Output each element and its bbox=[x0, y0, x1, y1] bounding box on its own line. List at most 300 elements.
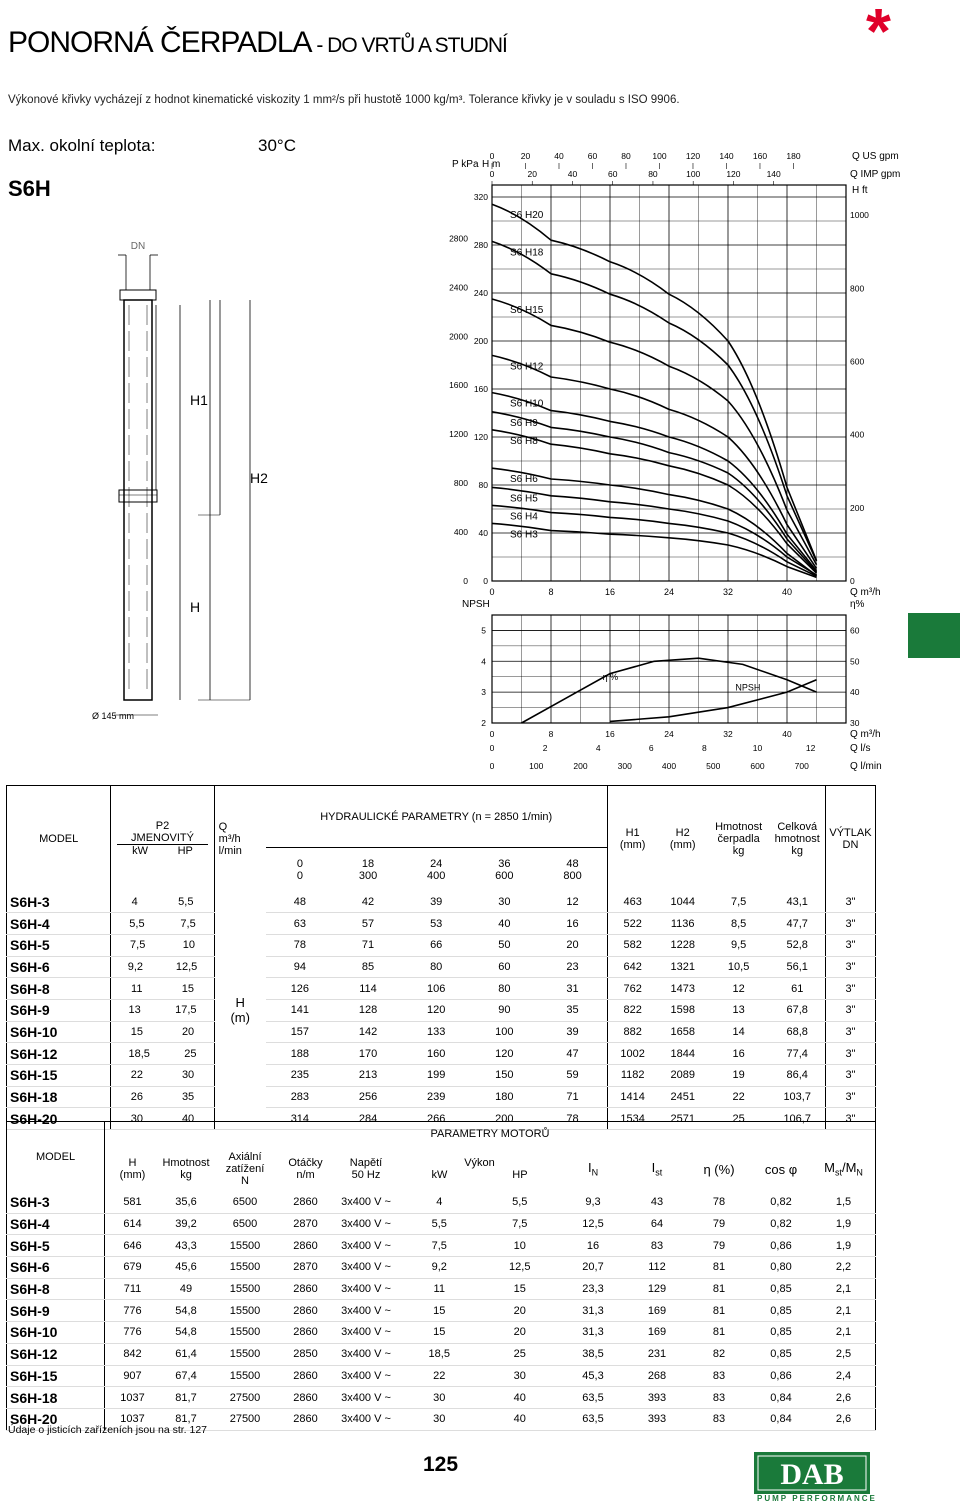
motor-model-cell: S6H-9 bbox=[7, 1300, 105, 1322]
left-kpa-tick: 2800 bbox=[449, 233, 468, 244]
title-sub: - DO VRTŮ A STUDNÍ bbox=[311, 34, 507, 57]
x-tick-label: 16 bbox=[604, 587, 616, 597]
head-value: 126 bbox=[266, 978, 334, 1000]
top-us-tick: 80 bbox=[621, 151, 631, 161]
p2-header bbox=[111, 786, 214, 892]
h-unit-cell bbox=[214, 892, 266, 1130]
x-tick-label: 8 bbox=[548, 587, 554, 597]
weight-pump-header bbox=[708, 786, 770, 892]
npsh-curve-label: NPSH bbox=[735, 682, 761, 693]
axial-header bbox=[212, 1146, 278, 1192]
head-value: 284 bbox=[334, 1108, 402, 1130]
motor-h-value: 1037 bbox=[105, 1387, 161, 1409]
p2-label: P2 bbox=[155, 820, 170, 833]
model-cell: S6H-5 bbox=[7, 934, 111, 956]
in-label: I bbox=[587, 1160, 592, 1176]
motor-model-cell: S6H-5 bbox=[7, 1235, 105, 1257]
top-imp-tick: 120 bbox=[726, 169, 741, 179]
voltage-value: 3x400 V ~ bbox=[333, 1300, 399, 1322]
outlet-value: 3" bbox=[825, 892, 875, 913]
model-header: MODEL bbox=[7, 786, 111, 892]
power-kw-value: 15 bbox=[399, 1322, 480, 1344]
in-value: 63,5 bbox=[560, 1387, 626, 1409]
table-row bbox=[7, 999, 876, 1021]
in-value: 23,3 bbox=[560, 1278, 626, 1300]
q-label: Q bbox=[218, 820, 228, 833]
h-label: H bbox=[190, 599, 201, 615]
outlet-value: 3" bbox=[825, 1108, 875, 1130]
head-value: 39 bbox=[538, 1021, 607, 1043]
eta-value: 81 bbox=[688, 1257, 750, 1279]
table-row bbox=[7, 1086, 876, 1108]
voltage-value: 3x400 V ~ bbox=[333, 1278, 399, 1300]
weight-pump-value: 13 bbox=[708, 999, 770, 1021]
head-value: 60 bbox=[470, 956, 538, 978]
left-m-tick: 160 bbox=[473, 384, 488, 394]
h1-value: 822 bbox=[607, 999, 658, 1021]
top-imp-tick: 100 bbox=[686, 169, 701, 179]
head-value: 256 bbox=[334, 1086, 402, 1108]
table-row bbox=[7, 1365, 876, 1387]
flow-col-1 bbox=[266, 848, 334, 892]
flow-col-3 bbox=[402, 848, 470, 892]
weight-total-value: 67,8 bbox=[770, 999, 826, 1021]
table-row bbox=[7, 1278, 876, 1300]
head-value: 114 bbox=[334, 978, 402, 1000]
motor-model-cell: S6H-10 bbox=[7, 1322, 105, 1344]
top-us-tick: 120 bbox=[685, 151, 701, 161]
mst-value: 2,1 bbox=[812, 1300, 876, 1322]
speed-value: 2870 bbox=[278, 1213, 333, 1235]
kw-value: 5,5 bbox=[129, 917, 145, 930]
q-m3h-tick: 0 bbox=[489, 729, 495, 739]
npsh-chart-labels bbox=[462, 599, 882, 772]
curve-label: S6 H8 bbox=[510, 435, 538, 447]
weight-total-header bbox=[770, 786, 826, 892]
voltage-value: 3x400 V ~ bbox=[333, 1235, 399, 1257]
head-value: 63 bbox=[266, 913, 334, 935]
q-ls-tick: 2 bbox=[542, 743, 548, 753]
curve-label: S6 H3 bbox=[510, 529, 538, 541]
eta-axis-label: η% bbox=[850, 599, 865, 610]
kw-value: 26 bbox=[130, 1091, 144, 1104]
eta-tick: 50 bbox=[850, 656, 860, 667]
top-imp-tick: 20 bbox=[527, 169, 537, 179]
model-cell: S6H-3 bbox=[7, 892, 111, 913]
right-ft-tick: 400 bbox=[850, 429, 865, 440]
head-value: 80 bbox=[470, 978, 538, 1000]
top-us-label: Q US gpm bbox=[852, 151, 899, 162]
top-imp-tick: 0 bbox=[489, 169, 495, 179]
npsh-tick: 2 bbox=[481, 718, 486, 728]
x-axis-label: Q m³/h bbox=[850, 587, 881, 598]
outlet-value: 3" bbox=[825, 956, 875, 978]
q-lmin-tick: 500 bbox=[706, 761, 721, 771]
in-value: 38,5 bbox=[560, 1343, 626, 1365]
power-label: Výkon bbox=[464, 1157, 495, 1169]
eta-value: 81 bbox=[688, 1300, 750, 1322]
q-m3h-tick: 16 bbox=[605, 729, 615, 739]
motor-model-cell: S6H-3 bbox=[7, 1192, 105, 1213]
in-value: 31,3 bbox=[560, 1300, 626, 1322]
q-m3h-label: Q m³/h bbox=[850, 729, 881, 740]
power-kw-value: 11 bbox=[399, 1278, 480, 1300]
voltage-value: 3x400 V ~ bbox=[333, 1192, 399, 1213]
head-value: 160 bbox=[402, 1043, 470, 1065]
ist-value: 393 bbox=[626, 1387, 688, 1409]
table-row bbox=[7, 1021, 876, 1043]
top-imp-label: Q IMP gpm bbox=[850, 169, 901, 180]
head-value: 71 bbox=[334, 934, 402, 956]
motor-model-cell: S6H-20 bbox=[7, 1408, 105, 1430]
ist-value: 129 bbox=[626, 1278, 688, 1300]
power-kw-value: 7,5 bbox=[399, 1235, 480, 1257]
table-row bbox=[7, 1043, 876, 1065]
left-m-tick: 240 bbox=[473, 288, 488, 298]
in-value: 12,5 bbox=[560, 1213, 626, 1235]
left-m-tick: 120 bbox=[473, 432, 488, 442]
kw-value: 30 bbox=[130, 1112, 144, 1125]
h2-header bbox=[658, 786, 708, 892]
weight-pump-label: Hmotnost čerpadla bbox=[715, 820, 763, 845]
motor-h-value: 907 bbox=[105, 1365, 161, 1387]
curve-label: S6 H20 bbox=[510, 210, 544, 222]
mst-value: 2,6 bbox=[812, 1387, 876, 1409]
h1-header bbox=[607, 786, 658, 892]
curve-label: S6 H5 bbox=[510, 493, 538, 505]
q-m3h-tick: 24 bbox=[664, 729, 674, 739]
voltage-value: 3x400 V ~ bbox=[333, 1257, 399, 1279]
head-value: 120 bbox=[402, 999, 470, 1021]
npsh-chart-grid bbox=[492, 615, 846, 723]
motor-h-label: H bbox=[128, 1157, 137, 1169]
top-imp-tick: 140 bbox=[766, 169, 781, 179]
head-value: 90 bbox=[470, 999, 538, 1021]
kw-value: 7,5 bbox=[130, 939, 146, 952]
npsh-tick: 3 bbox=[481, 687, 486, 698]
table-row bbox=[7, 956, 876, 978]
outlet-value: 3" bbox=[825, 1086, 875, 1108]
title-main: PONORNÁ ČERPADLA bbox=[8, 26, 312, 59]
section-marker bbox=[908, 613, 960, 658]
motor-table-body bbox=[7, 1192, 876, 1430]
motor-model-cell: S6H-4 bbox=[7, 1213, 105, 1235]
weight-pump-value: 25 bbox=[708, 1108, 770, 1130]
h-unit-value: (m) bbox=[230, 1010, 250, 1026]
power-hp-value: 40 bbox=[480, 1408, 561, 1430]
h1-col-label: H1 bbox=[625, 826, 640, 839]
power-hp-value: 20 bbox=[480, 1300, 561, 1322]
weight-pump-value: 19 bbox=[708, 1065, 770, 1087]
eta-value: 83 bbox=[688, 1387, 750, 1409]
hydraulic-table bbox=[6, 785, 876, 1130]
head-value: 141 bbox=[266, 999, 334, 1021]
speed-value: 2870 bbox=[278, 1257, 333, 1279]
motor-model-cell: S6H-6 bbox=[7, 1257, 105, 1279]
motor-h-value: 776 bbox=[105, 1322, 161, 1344]
outlet-value: 3" bbox=[825, 913, 875, 935]
power-hp-value: 5,5 bbox=[480, 1192, 561, 1213]
mst-value: 2,2 bbox=[812, 1257, 876, 1279]
voltage-value: 3x400 V ~ bbox=[333, 1213, 399, 1235]
eta-tick: 40 bbox=[850, 687, 860, 698]
table-row bbox=[7, 1343, 876, 1365]
q-ls-tick: 10 bbox=[752, 743, 763, 753]
motor-weight-value: 35,6 bbox=[160, 1192, 212, 1213]
power-kw-unit: kW bbox=[431, 1169, 448, 1181]
speed-value: 2860 bbox=[278, 1408, 333, 1430]
h2-label: H2 bbox=[250, 470, 268, 486]
weight-pump-value: 22 bbox=[708, 1086, 770, 1108]
head-value: 213 bbox=[334, 1065, 402, 1087]
axial-value: 27500 bbox=[212, 1387, 278, 1409]
curve-label: S6 H6 bbox=[510, 474, 538, 486]
motor-weight-value: 81,7 bbox=[160, 1387, 212, 1409]
table-row bbox=[7, 1322, 876, 1344]
eta-value: 81 bbox=[688, 1322, 750, 1344]
flow-lmin: 0 bbox=[296, 869, 303, 882]
eta-value: 79 bbox=[688, 1235, 750, 1257]
hp-value: 15 bbox=[181, 982, 194, 995]
weight-pump-value: 12 bbox=[708, 978, 770, 1000]
flow-col-5 bbox=[538, 848, 607, 892]
ist-value: 112 bbox=[626, 1257, 688, 1279]
ist-value: 43 bbox=[626, 1192, 688, 1213]
weight-total-value: 86,4 bbox=[770, 1065, 826, 1087]
motor-weight-value: 81,7 bbox=[160, 1408, 212, 1430]
head-value: 142 bbox=[334, 1021, 402, 1043]
q-m3h-unit: m³/h bbox=[218, 832, 241, 845]
table-row bbox=[7, 1192, 876, 1213]
power-hp-value: 15 bbox=[480, 1278, 561, 1300]
power-hp-value: 30 bbox=[480, 1365, 561, 1387]
h1-value: 1002 bbox=[607, 1043, 658, 1065]
power-kw-value: 4 bbox=[399, 1192, 480, 1213]
speed-unit: n/m bbox=[296, 1169, 315, 1181]
x-tick-label: 40 bbox=[781, 587, 793, 597]
q-lmin-unit: l/min bbox=[218, 844, 242, 857]
top-us-tick: 160 bbox=[752, 151, 768, 161]
weight-total-value: 47,7 bbox=[770, 913, 826, 935]
speed-value: 2860 bbox=[278, 1278, 333, 1300]
right-ft-tick: 200 bbox=[850, 502, 865, 513]
motor-weight-value: 49 bbox=[160, 1278, 212, 1300]
q-ls-tick: 8 bbox=[702, 743, 707, 753]
table-row bbox=[7, 978, 876, 1000]
flow-lmin: 800 bbox=[563, 869, 582, 882]
eta-value: 79 bbox=[688, 1213, 750, 1235]
right-ft-tick: 800 bbox=[850, 283, 865, 294]
h1-value: 882 bbox=[607, 1021, 658, 1043]
top-us-tick: 180 bbox=[786, 151, 801, 161]
q-ls-tick: 12 bbox=[805, 743, 816, 753]
flow-lmin: 400 bbox=[427, 869, 446, 882]
in-value: 9,3 bbox=[560, 1192, 626, 1213]
voltage-label: Napětí bbox=[349, 1157, 383, 1169]
q-m3h-tick: 8 bbox=[548, 729, 554, 739]
q-ls-tick: 4 bbox=[595, 743, 601, 753]
power-hp-value: 12,5 bbox=[480, 1257, 561, 1279]
flow-m3h: 48 bbox=[566, 857, 579, 870]
speed-value: 2860 bbox=[278, 1387, 333, 1409]
weight-pump-value: 14 bbox=[708, 1021, 770, 1043]
head-value: 71 bbox=[538, 1086, 607, 1108]
model-cell: S6H-15 bbox=[7, 1065, 111, 1087]
ist-value: 268 bbox=[626, 1365, 688, 1387]
weight-pump-unit: kg bbox=[732, 844, 745, 857]
h2-unit: (mm) bbox=[669, 838, 696, 851]
voltage-value: 3x400 V ~ bbox=[333, 1365, 399, 1387]
table-row bbox=[7, 1300, 876, 1322]
weight-total-value: 43,1 bbox=[770, 892, 826, 913]
p2-cell bbox=[111, 892, 214, 913]
x-tick-label: 0 bbox=[489, 587, 495, 597]
voltage-unit: 50 Hz bbox=[351, 1169, 381, 1181]
hp-value: 40 bbox=[181, 1112, 195, 1125]
right-ft-label: H ft bbox=[852, 185, 868, 196]
weight-total-value: 77,4 bbox=[770, 1043, 826, 1065]
head-value: 66 bbox=[402, 934, 470, 956]
power-kw-value: 9,2 bbox=[399, 1257, 480, 1279]
eta-value: 81 bbox=[688, 1278, 750, 1300]
curve-label: S6 H10 bbox=[510, 398, 544, 410]
head-value: 30 bbox=[470, 892, 538, 913]
motor-h-value: 679 bbox=[105, 1257, 161, 1279]
p2-cell bbox=[111, 934, 214, 956]
motor-model-cell: S6H-18 bbox=[7, 1387, 105, 1409]
head-value: 170 bbox=[334, 1043, 402, 1065]
footnote: Údaje o jisticích zařízeních jsou na str. 127 bbox=[8, 1424, 208, 1436]
cos-value: 0,84 bbox=[750, 1408, 812, 1430]
h-unit-label: H bbox=[235, 995, 245, 1011]
motor-weight-value: 54,8 bbox=[160, 1322, 212, 1344]
motor-h-value: 614 bbox=[105, 1213, 161, 1235]
q-lmin-tick: 400 bbox=[661, 761, 677, 771]
left-kpa-tick: 800 bbox=[453, 478, 468, 489]
weight-total-value: 106,7 bbox=[770, 1108, 826, 1130]
weight-total-value: 68,8 bbox=[770, 1021, 826, 1043]
x-tick-label: 32 bbox=[722, 587, 734, 597]
weight-pump-value: 8,5 bbox=[708, 913, 770, 935]
performance-chart bbox=[440, 145, 901, 775]
asterisk-mark: * bbox=[866, 0, 891, 67]
ist-value: 393 bbox=[626, 1408, 688, 1430]
motor-h-value: 646 bbox=[105, 1235, 161, 1257]
q-lmin-label: Q l/min bbox=[850, 761, 882, 772]
motor-weight-header bbox=[160, 1146, 212, 1192]
p2-sublabel: JMENOVITÝ bbox=[131, 832, 194, 845]
outlet-value: 3" bbox=[825, 1021, 875, 1043]
curve-label: S6 H15 bbox=[510, 305, 544, 316]
mst-header bbox=[812, 1146, 876, 1192]
curve-label: S6 H9 bbox=[510, 417, 538, 429]
ist-value: 169 bbox=[626, 1322, 688, 1344]
max-temp-label: Max. okolní teplota: bbox=[8, 136, 156, 155]
kw-value: 4 bbox=[131, 895, 138, 908]
ist-header bbox=[626, 1146, 688, 1192]
head-value: 85 bbox=[334, 956, 402, 978]
hp-value: 17,5 bbox=[175, 1004, 197, 1017]
table-row bbox=[7, 1257, 876, 1279]
table-row bbox=[7, 1213, 876, 1235]
kw-value: 11 bbox=[131, 982, 143, 995]
left-m-tick: 320 bbox=[473, 192, 488, 202]
model-cell: S6H-4 bbox=[7, 913, 111, 935]
h2-value: 2089 bbox=[658, 1065, 708, 1087]
npsh-curve bbox=[610, 680, 817, 722]
weight-total-unit: kg bbox=[791, 844, 804, 857]
q-lmin-tick: 300 bbox=[617, 761, 632, 771]
h2-value: 1321 bbox=[658, 956, 708, 978]
model-cell: S6H-20 bbox=[7, 1108, 111, 1130]
power-kw-value: 22 bbox=[399, 1365, 480, 1387]
right-ft-tick: 0 bbox=[850, 576, 855, 586]
eta-header: η (%) bbox=[703, 1161, 735, 1177]
logo-tagline: PUMP PERFORMANCE bbox=[757, 1494, 877, 1503]
weight-total-value: 56,1 bbox=[770, 956, 826, 978]
mst-value: 2,1 bbox=[812, 1322, 876, 1344]
h1-value: 1414 bbox=[607, 1086, 658, 1108]
diameter-label: Ø 145 mm bbox=[92, 711, 135, 721]
mst-label: M bbox=[824, 1160, 835, 1176]
motor-h-unit: (mm) bbox=[119, 1169, 146, 1181]
q-ls-tick: 6 bbox=[648, 743, 654, 753]
cos-value: 0,85 bbox=[750, 1343, 812, 1365]
hp-value: 10 bbox=[182, 939, 195, 952]
left-kpa-tick: 1600 bbox=[449, 380, 468, 391]
pump-dimension-lines bbox=[138, 240, 398, 760]
head-value: 42 bbox=[334, 892, 402, 913]
h1-unit: (mm) bbox=[619, 838, 646, 851]
head-value: 314 bbox=[266, 1108, 334, 1130]
intro-text: Výkonové křivky vycházejí z hodnot kinematické viskozity 1 mm²/s při hustotě 1000 kg/m³. Tolerance křivky je v souladu s ISO 9906. bbox=[8, 94, 680, 106]
power-hp-value: 40 bbox=[480, 1387, 561, 1409]
cos-value: 0,85 bbox=[750, 1300, 812, 1322]
head-curve bbox=[492, 393, 817, 571]
power-kw-value: 30 bbox=[399, 1387, 480, 1409]
hp-value: 35 bbox=[181, 1091, 195, 1104]
left-kpa-tick: 2400 bbox=[449, 282, 468, 293]
q-lmin-tick: 0 bbox=[489, 761, 495, 771]
axial-value: 15500 bbox=[212, 1322, 278, 1344]
eta-tick: 30 bbox=[850, 718, 860, 728]
outlet-value: 3" bbox=[825, 999, 875, 1021]
top-imp-tick: 40 bbox=[567, 169, 578, 179]
head-value: 283 bbox=[266, 1086, 334, 1108]
head-value: 80 bbox=[402, 956, 470, 978]
speed-value: 2860 bbox=[278, 1192, 333, 1213]
right-ft-tick: 1000 bbox=[850, 210, 869, 221]
head-value: 106 bbox=[402, 978, 470, 1000]
npsh-tick: 5 bbox=[481, 625, 486, 636]
head-value: 31 bbox=[538, 978, 607, 1000]
head-value: 40 bbox=[470, 913, 538, 935]
eta-value: 83 bbox=[688, 1365, 750, 1387]
head-curve bbox=[492, 487, 817, 575]
ist-value: 169 bbox=[626, 1300, 688, 1322]
top-us-tick: 100 bbox=[652, 151, 667, 161]
model-cell: S6H-18 bbox=[7, 1086, 111, 1108]
eta-value: 78 bbox=[688, 1192, 750, 1213]
axial-value: 6500 bbox=[212, 1192, 278, 1213]
cos-value: 0,86 bbox=[750, 1235, 812, 1257]
left-m-tick: 200 bbox=[473, 336, 488, 346]
x-tick-label: 24 bbox=[663, 587, 675, 597]
hp-value: 12,5 bbox=[175, 960, 198, 973]
power-kw-value: 30 bbox=[399, 1408, 480, 1430]
head-value: 78 bbox=[266, 934, 334, 956]
flow-m3h: 36 bbox=[498, 857, 511, 870]
